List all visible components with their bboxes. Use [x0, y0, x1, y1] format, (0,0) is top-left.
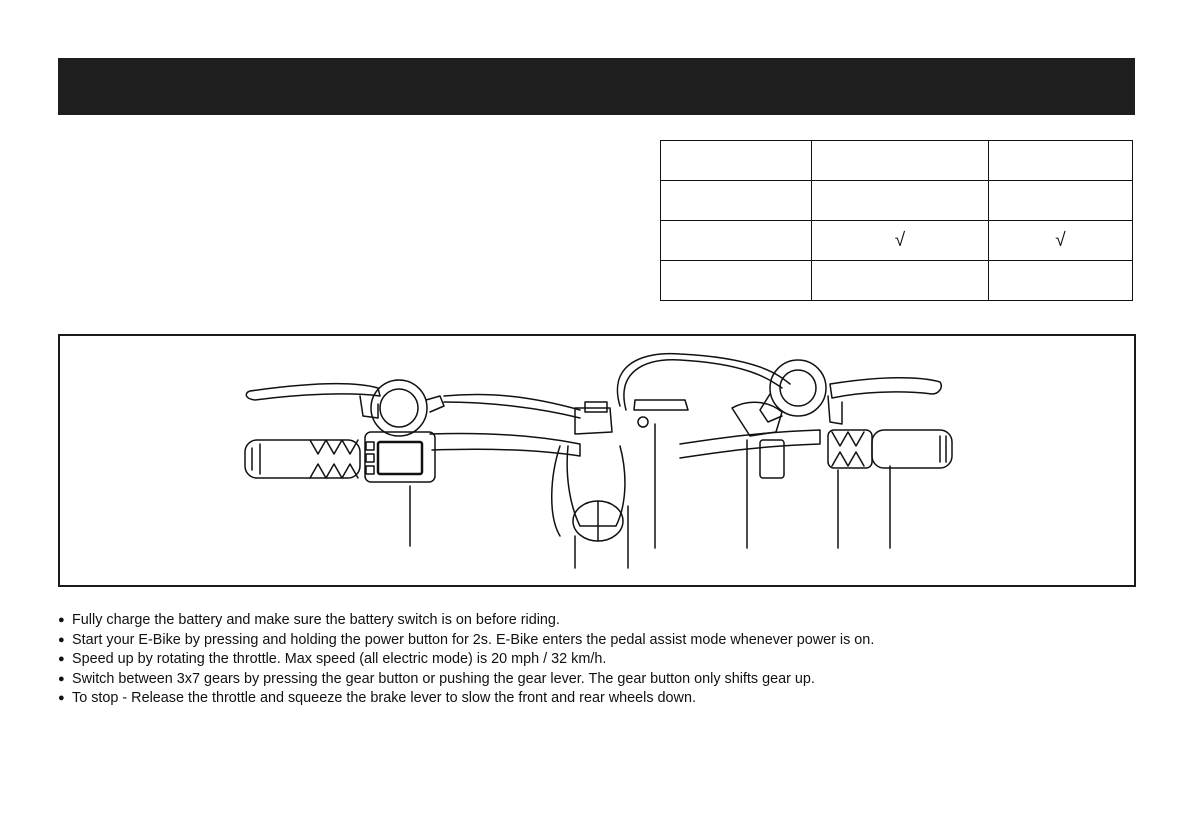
instruction-list: [58, 611, 874, 709]
check-mark-icon: √: [812, 221, 989, 261]
table-cell: [661, 221, 812, 261]
table-cell: [661, 181, 812, 221]
left-grip: [245, 440, 360, 478]
list-item: [58, 689, 874, 709]
check-mark-icon: √: [989, 221, 1133, 261]
bullet-icon: ●: [58, 653, 65, 665]
table-row: [661, 221, 1133, 261]
instruction-text: Switch between 3x7 gears by pressing the gear button or pushing the gear lever. The gear button only shifts gear up.: [72, 670, 815, 687]
right-brake-lever: [830, 378, 941, 398]
instruction-text: Start your E-Bike by pressing and holding the power button for 2s. E-Bike enters the pedal assist mode whenever power is on.: [72, 631, 875, 648]
list-item: [58, 670, 874, 690]
handlebar-tube: [430, 433, 580, 456]
table-cell: [812, 261, 989, 301]
section-header-bar: [58, 58, 1135, 115]
instruction-text: To stop - Release the throttle and squeeze the brake lever to slow the front and rear wheels down.: [72, 690, 696, 706]
instruction-text: Fully charge the battery and make sure the battery switch is on before riding.: [72, 612, 560, 628]
list-item: [58, 650, 874, 670]
table-cell: [989, 141, 1133, 181]
right-bell: [770, 360, 826, 416]
table-cell: [661, 261, 812, 301]
bullet-icon: ●: [58, 633, 65, 646]
bullet-icon: ●: [58, 614, 65, 626]
table-row: [661, 261, 1133, 301]
table-cell: [812, 181, 989, 221]
table-cell: [661, 141, 812, 181]
list-item: [58, 611, 874, 631]
table-cell: [989, 181, 1133, 221]
instruction-text: Speed up by rotating the throttle. Max speed (all electric mode) is 20 mph / 32 km/h.: [72, 651, 607, 667]
handlebar-diagram: [60, 336, 1134, 585]
table-cell: [812, 141, 989, 181]
table-cell: [989, 261, 1133, 301]
table-row: [661, 181, 1133, 221]
list-item: [58, 631, 874, 651]
spec-table: [660, 140, 1133, 301]
bullet-icon: ●: [58, 692, 65, 704]
handlebar-diagram-frame: [58, 334, 1136, 587]
table-row: [661, 141, 1133, 181]
bullet-icon: ●: [58, 672, 65, 685]
